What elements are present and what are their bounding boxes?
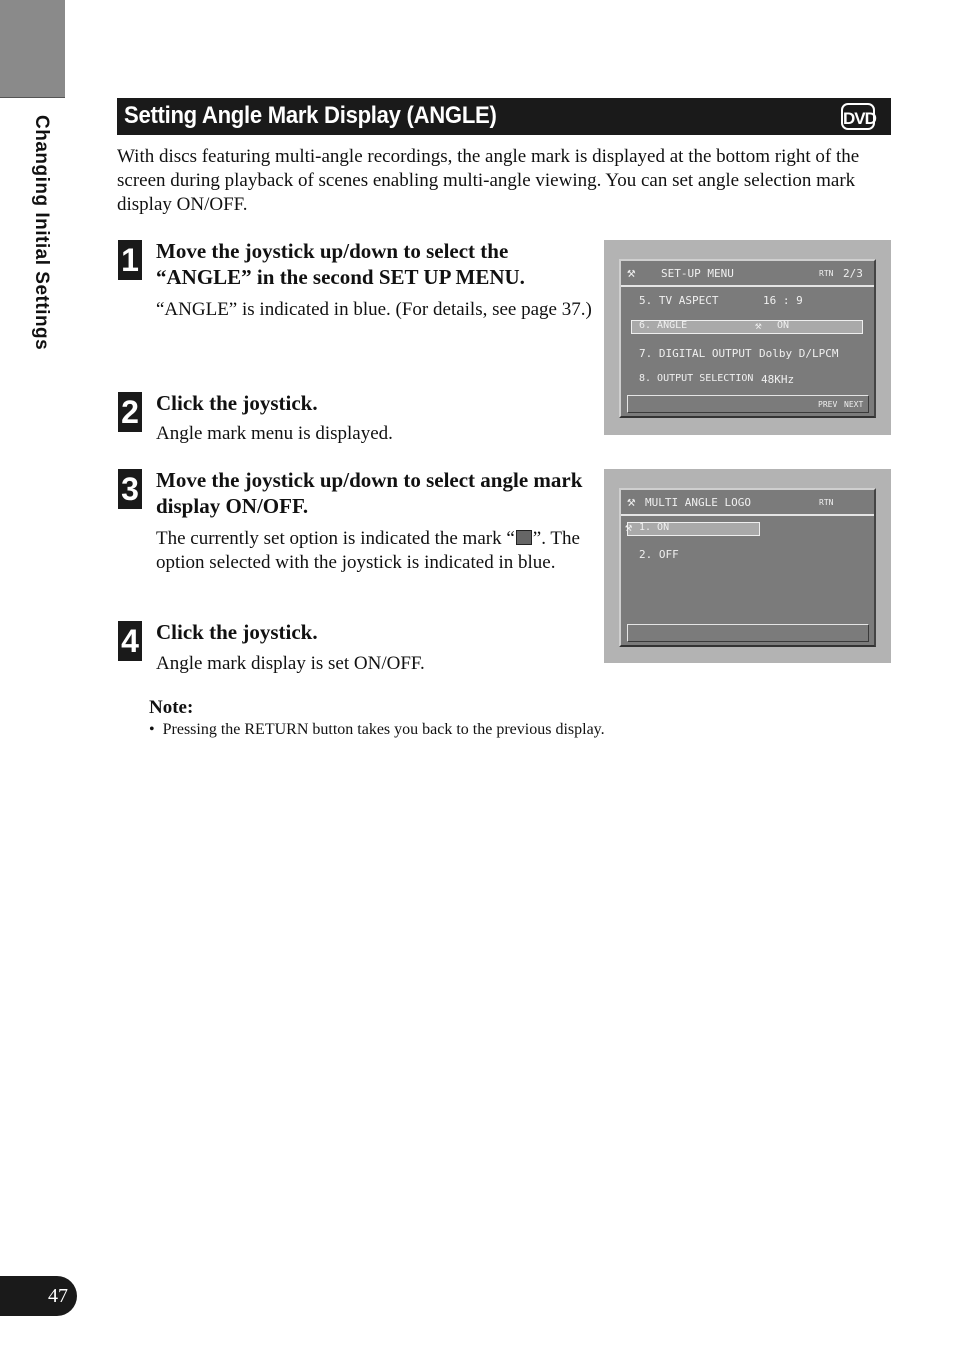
step-1-heading: Move the joystick up/down to select the “ANGLE” in the second SET UP MENU. bbox=[156, 239, 525, 289]
multi-angle-title: MULTI ANGLE LOGO bbox=[645, 496, 751, 509]
setup-menu-title: SET-UP MENU bbox=[661, 267, 734, 280]
multi-angle-screen bbox=[619, 488, 876, 647]
step-3-body-after: ”. The option selected with the joystick is indicated in blue. bbox=[156, 528, 580, 573]
tool-icon: ⚒ bbox=[627, 265, 636, 281]
selection-mark-icon: ⚒ bbox=[625, 520, 633, 534]
page-number: 47 bbox=[0, 1276, 77, 1316]
option-item: 2. OFF bbox=[639, 548, 679, 561]
side-tab bbox=[0, 0, 65, 97]
section-header bbox=[117, 98, 891, 135]
side-divider bbox=[0, 97, 65, 98]
note-item: • Pressing the RETURN button takes you back to the previous display. bbox=[149, 721, 605, 738]
prev-label: PREV bbox=[818, 400, 838, 409]
step-1-number: 1 bbox=[118, 240, 142, 280]
multi-angle-footer bbox=[627, 624, 869, 642]
setup-menu-screen bbox=[619, 259, 876, 418]
step-3-heading: Move the joystick up/down to select angle mark display ON/OFF. bbox=[156, 468, 583, 518]
step-1-body: “ANGLE” is indicated in blue. (For details, see page 37.) bbox=[156, 299, 592, 320]
intro-paragraph: With discs featuring multi-angle recordings, the angle mark is displayed at the bottom right of the screen during playback of scenes enabling multi-angle viewing. You can set angle selection mark display ON/OFF. bbox=[117, 146, 860, 215]
section-title: Setting Angle Mark Display (ANGLE) bbox=[124, 102, 497, 129]
setup-row-value: 48KHz bbox=[761, 373, 795, 386]
step-2-heading: Click the joystick. bbox=[156, 391, 318, 415]
setup-row-label: 8. OUTPUT SELECTION bbox=[639, 373, 754, 384]
step-2-number: 2 bbox=[118, 392, 142, 432]
multi-angle-rtn: RTN bbox=[819, 498, 834, 507]
dvd-badge: DVD bbox=[841, 103, 875, 130]
setup-menu-screenshot bbox=[604, 240, 891, 435]
setup-row-label: 5. TV ASPECT bbox=[639, 294, 719, 307]
selection-mark-icon bbox=[516, 530, 532, 545]
setup-row-value: Dolby D/LPCM bbox=[759, 347, 839, 360]
note-label: Note: bbox=[149, 697, 194, 718]
setup-menu-titlebar bbox=[621, 261, 874, 287]
setup-row-value: ON bbox=[777, 320, 790, 331]
multi-angle-titlebar bbox=[621, 490, 874, 516]
next-label: NEXT bbox=[844, 400, 864, 409]
step-4-heading: Click the joystick. bbox=[156, 620, 318, 644]
step-4-body: Angle mark display is set ON/OFF. bbox=[156, 653, 425, 674]
setup-row-label: 7. DIGITAL OUTPUT bbox=[639, 347, 752, 360]
tool-icon: ⚒ bbox=[627, 494, 636, 510]
setup-menu-rtn: RTN bbox=[819, 269, 834, 278]
step-3-body bbox=[156, 527, 586, 575]
setup-menu-page: 2/3 bbox=[843, 267, 863, 280]
note-item-text: Pressing the RETURN button takes you back to the previous display. bbox=[162, 721, 605, 738]
setup-row-label: 6. ANGLE bbox=[639, 320, 688, 331]
step-3-number: 3 bbox=[118, 469, 142, 509]
step-4-number: 4 bbox=[118, 621, 142, 661]
setup-menu-footer bbox=[627, 395, 869, 413]
multi-angle-screenshot bbox=[604, 469, 891, 663]
angle-mark-icon: ⚒ bbox=[755, 319, 762, 332]
step-3-body-before: The currently set option is indicated the mark “ bbox=[156, 528, 515, 549]
setup-row-value: 16 : 9 bbox=[763, 294, 803, 307]
option-item: 1. ON bbox=[639, 522, 670, 533]
step-2-body: Angle mark menu is displayed. bbox=[156, 423, 393, 444]
sidebar-label: Changing Initial Settings bbox=[31, 115, 52, 351]
